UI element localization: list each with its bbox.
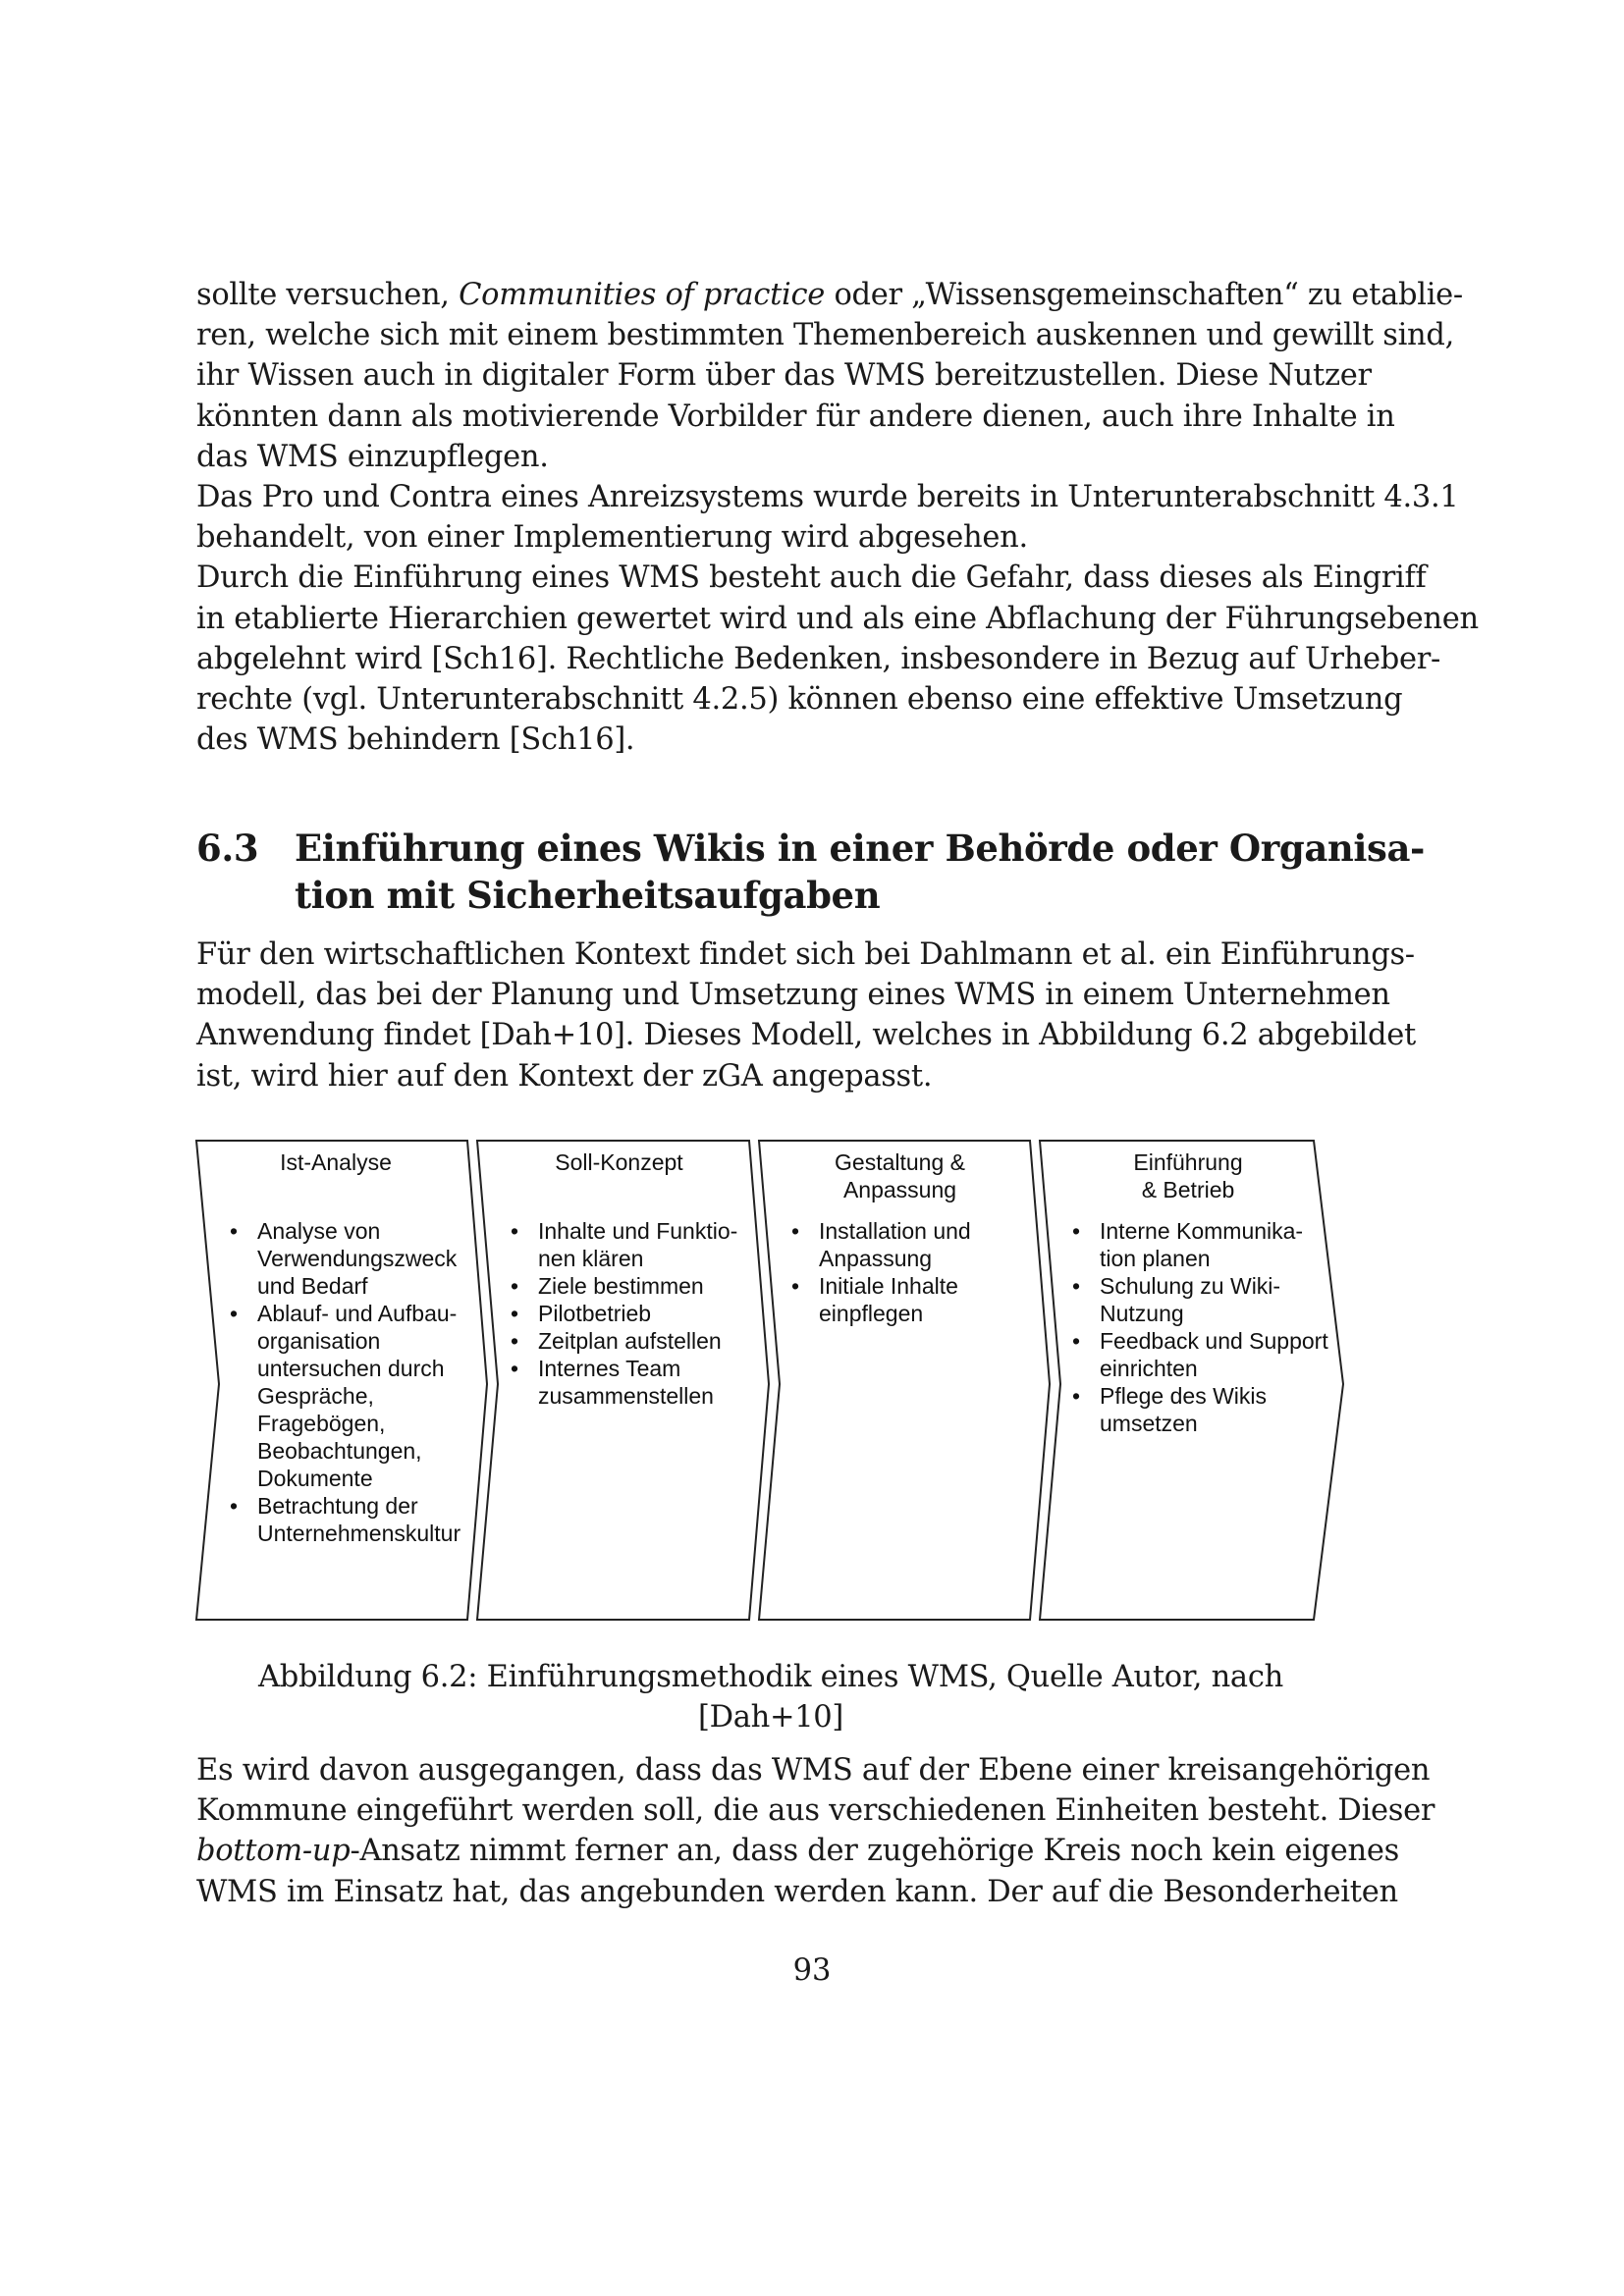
text-line: Für den wirtschaftlichen Kontext findet sich bei Dahlmann et al. ein Einführungs- xyxy=(196,937,1415,972)
stage-bullet-line: Unternehmenskultur xyxy=(257,1521,461,1546)
stage-bullet-line: einpflegen xyxy=(819,1301,924,1326)
text-line: Kommune eingeführt werden soll, die aus verschiedenen Einheiten besteht. Dieser xyxy=(196,1793,1435,1829)
stage-bullet-line: untersuchen durch xyxy=(257,1356,445,1381)
text-line: abgelehnt wird [Sch16]. Rechtliche Bedenken, insbesondere in Bezug auf Urheber- xyxy=(196,641,1441,676)
stage-bullet-item xyxy=(509,1300,749,1327)
stage-bullet-line: • Zeitplan aufstellen xyxy=(538,1328,722,1354)
emphasis-text: bottom-up xyxy=(196,1834,351,1869)
stage-bullet-line: • Ziele bestimmen xyxy=(538,1273,704,1299)
text-line: ren, welche sich mit einem bestimmten Themenbereich auskennen und gewillt sind, xyxy=(196,318,1455,353)
stage-bullet-line: und Bedarf xyxy=(257,1273,368,1299)
stage-bullet-item xyxy=(1070,1327,1326,1382)
stage-bullet-item xyxy=(509,1355,749,1410)
emphasis-text: Communities of practice xyxy=(459,278,826,312)
text-line: behandelt, von einer Implementierung wird abgesehen. xyxy=(196,520,1028,556)
stage-bullet-item xyxy=(509,1272,749,1300)
stage-bullet-line: umsetzen xyxy=(1100,1411,1198,1436)
text-line: in etablierte Hierarchien gewertet wird und als eine Abflachung der Führungsebenen xyxy=(196,601,1479,636)
stage-bullet-item xyxy=(228,1492,463,1547)
text-line: Das Pro und Contra eines Anreizsystems wurde bereits in Unterunterabschnitt 4.3.1 xyxy=(196,480,1459,515)
stage-bullet-line: • Ablauf- und Aufbau- xyxy=(257,1301,458,1326)
stage-bullet-item xyxy=(789,1217,1030,1272)
text-line: könnten dann als motivierende Vorbilder für andere dienen, auch ihre Inhalte in xyxy=(196,399,1395,434)
stage-bullet-line: Dokumente xyxy=(257,1466,373,1491)
stage-bullet-list xyxy=(509,1217,749,1410)
stage-bullet-line: • Inhalte und Funktio- xyxy=(538,1218,738,1244)
text-line: bottom-up-Ansatz nimmt ferner an, dass der zugehörige Kreis noch kein eigenes xyxy=(196,1834,1399,1869)
stage-bullet-item xyxy=(789,1272,1030,1327)
stage-bullet-line: organisation xyxy=(257,1328,381,1354)
stage-bullet-line: Nutzung xyxy=(1100,1301,1184,1326)
figure-caption: Abbildung 6.2: Einführungsmethodik eines WMS, Quelle Autor, nach [Dah+10] xyxy=(258,1660,1283,1735)
stage-title xyxy=(499,1148,739,1176)
stage-bullet-line: zusammenstellen xyxy=(538,1383,714,1409)
stage-bullet-line: • Pilotbetrieb xyxy=(538,1301,652,1326)
stage-bullet-line: • Pflege des Wikis xyxy=(1100,1383,1268,1409)
text-line: sollte versuchen, Communities of practice oder „Wissensgemeinschaften“ zu etablie- xyxy=(196,278,1463,312)
stage-title-line: Anpassung xyxy=(842,1177,957,1202)
paragraph xyxy=(196,275,1479,760)
page-number: 93 xyxy=(792,1953,832,1988)
stage-title-line: Einführung xyxy=(1133,1149,1243,1175)
text-line: Es wird davon ausgegangen, dass das WMS auf der Ebene einer kreisangehörigen xyxy=(196,1753,1431,1788)
stage-bullet-line: • Installation und xyxy=(819,1218,971,1244)
stage-bullet-line: • Initiale Inhalte xyxy=(819,1273,958,1299)
stage-title xyxy=(218,1148,454,1176)
stage-title-line: Gestaltung & xyxy=(835,1149,965,1175)
text-line: das WMS einzupflegen. xyxy=(196,439,549,474)
text-line: des WMS behindern [Sch16]. xyxy=(196,722,635,758)
stage-bullet-line: • Betrachtung der xyxy=(257,1493,418,1519)
text-line: rechte (vgl. Unterunterabschnitt 4.2.5) können ebenso eine effektive Umsetzung xyxy=(196,682,1403,718)
section-number: 6.3 xyxy=(196,827,259,870)
stage-bullet-item xyxy=(1070,1217,1326,1272)
stage-bullet-line: • Interne Kommunika- xyxy=(1100,1218,1304,1244)
stage-bullet-line: nen klären xyxy=(538,1246,644,1271)
text-line: WMS im Einsatz hat, das angebunden werden kann. Der auf die Besonderheiten xyxy=(196,1874,1398,1909)
stage-bullet-line: Verwendungszweck xyxy=(257,1246,458,1271)
stage-bullet-list xyxy=(228,1217,463,1547)
stage-title-line: & Betrieb xyxy=(1141,1177,1235,1202)
stage-bullet-line: Beobachtungen, xyxy=(257,1438,422,1464)
section-title xyxy=(295,825,1426,919)
section-title-line: tion mit Sicherheitsaufgaben xyxy=(295,874,881,917)
stage-bullet-item xyxy=(228,1217,463,1300)
stage-bullet-item xyxy=(1070,1382,1326,1437)
text-line: Anwendung findet [Dah+10]. Dieses Modell, welches in Abbildung 6.2 abgebildet xyxy=(196,1018,1416,1053)
stage-bullet-line: einrichten xyxy=(1100,1356,1198,1381)
stage-bullet-item xyxy=(1070,1272,1326,1327)
section-title-line: Einführung eines Wikis in einer Behörde oder Organisa- xyxy=(295,827,1426,870)
stage-title xyxy=(780,1148,1020,1203)
stage-title-line: Ist-Analyse xyxy=(280,1149,392,1175)
stage-bullet-item xyxy=(509,1327,749,1355)
stage-bullet-line: • Internes Team xyxy=(538,1356,681,1381)
stage-title-line: Soll-Konzept xyxy=(555,1149,683,1175)
stage-title xyxy=(1060,1148,1316,1203)
stage-bullet-list xyxy=(1070,1217,1326,1437)
stage-bullet-line: • Analyse von xyxy=(257,1218,381,1244)
text-line: Durch die Einführung eines WMS besteht auch die Gefahr, dass dieses als Eingriff xyxy=(196,561,1427,596)
stage-bullet-list xyxy=(789,1217,1030,1327)
stage-bullet-line: Gespräche, xyxy=(257,1383,374,1409)
stage-bullet-line: • Schulung zu Wiki- xyxy=(1100,1273,1281,1299)
stage-bullet-line: tion planen xyxy=(1100,1246,1211,1271)
stage-bullet-item xyxy=(228,1300,463,1492)
paragraph xyxy=(196,1750,1435,1912)
stage-bullet-line: Anpassung xyxy=(819,1246,933,1271)
paragraph xyxy=(196,934,1416,1096)
text-line: ihr Wissen auch in digitaler Form über das WMS bereitzustellen. Diese Nutzer xyxy=(196,358,1372,394)
text-line: modell, das bei der Planung und Umsetzung eines WMS in einem Unternehmen xyxy=(196,978,1390,1013)
process-diagram xyxy=(194,1137,1349,1629)
text-line: ist, wird hier auf den Kontext der zGA angepasst. xyxy=(196,1058,933,1094)
stage-bullet-line: • Feedback und Support xyxy=(1100,1328,1328,1354)
stage-bullet-line: Fragebögen, xyxy=(257,1411,386,1436)
chevron-stage-3 xyxy=(759,1141,1050,1620)
stage-bullet-item xyxy=(509,1217,749,1272)
